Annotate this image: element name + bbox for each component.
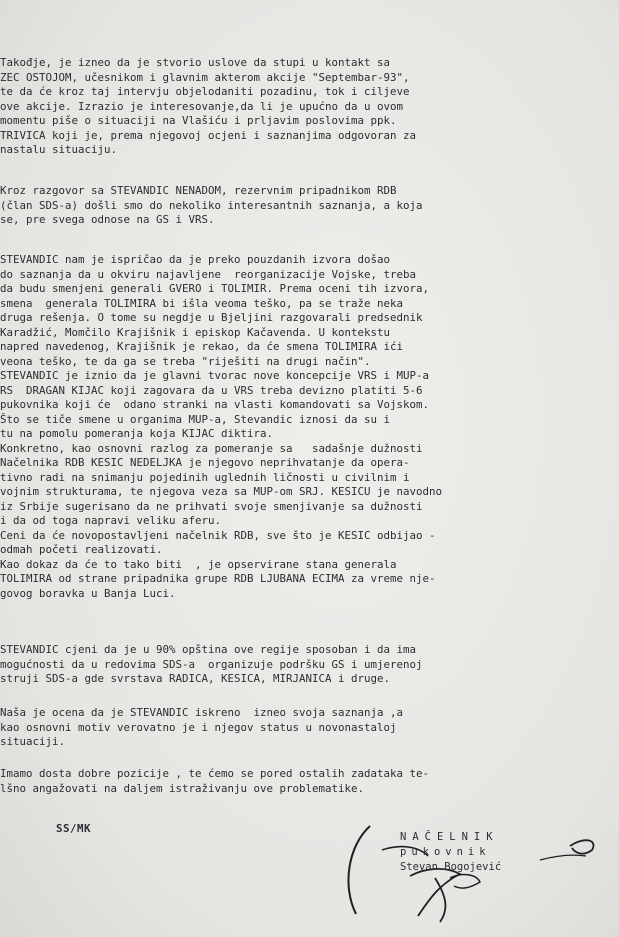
signature-name: Stevan Bogojević: [400, 861, 502, 873]
reference-initials: SS/MK: [56, 822, 92, 835]
signature-rank: pukovnik: [400, 846, 491, 858]
signature-block: [400, 830, 580, 875]
paragraph-conversation-stevandic: Kroz razgovor sa STEVANDIC NENADOM, rezervnim pripadnikom RDB (član SDS-a) došli smo do nekoliko interesantnih saznanja, a koja se, pre svega odnose na GS i VRS.: [0, 184, 423, 226]
paragraph-assessment: Naša je ocena da je STEVANDIC iskreno izneo svoja saznanja ,a kao osnovni motiv verovatno je i njegov status u novonastaloj situaciji.: [0, 706, 404, 748]
paragraph-contact-zec: Takođje, je izneo da je stvorio uslove da stupi u kontakt sa ZEC OSTOJOM, učesnikom i glavnim akterom akcije "Septembar-93", te da će kroz taj intervju objelodaniti pozadinu, tok i ciljeve ove akcije. Izrazio je interesovanje,da li je upućno da u ovom momentu piše o situaciji na Vlašiću i prljavim poslovima ppk. TRIVICA koji je, prema njegovoj ocjeni i saznanjima odgovoran za nastalu situaciju.: [0, 56, 417, 156]
paragraph-municipalities: STEVANDIC cjeni da je u 90% opština ove regije sposoban i da ima mogućnosti da u redovima SDS-a organizuje podršku GS i umjerenoj struji SDS-a gde svrstava RADICA, KESICA, MIRJANICA i druge.: [0, 643, 423, 685]
paragraph-reorganization: STEVANDIC nam je ispričao da je preko pouzdanih izvora došao do saznanja da u okviru najavljene reorganizacije Vojske, treba da budu smenjeni generali GVERO i TOLIMIR. Prema oceni tih izvora, smena generala TOLIMIRA bi išla veoma teško, pa se traže neka druga rešenja. O tome su negdje u Bjeljini razgovarali predsednik Karadžić, Momčilo Krajišnik i episkop Kačavenda. U kontekstu napred navedenog, Krajišnik je rekao, da će smena TOLIMIRA ići veona teško, te da ga se treba "riješiti na drugi način". STEVANDIC je iznio da je glavni tvorac nove koncepcije VRS i MUP-a RS DRAGAN KIJAC koji zagovara da u VRS treba devizno platiti 5-6 pukovnika koji će odano stranki na vlasti komandovati sa Vojskom. Što se tiče smene u organima MUP-a, Stevandic iznosi da su i tu na pomolu pomeranja koja KIJAC diktira. Konkretno, kao osnovni razlog za pomeranje sa sadašnje dužnosti Načelnika RDB KESIC NEDELJKA je njegovo neprihvatanje da opera- tivno radi na snimanju pojedinih uglednih ličnosti u civilnim i vojnim strukturama, te njegova veza sa MUP-om SRJ. KESICU je navodno iz Srbije sugerisano da ne prihvati svoje smenjivanje sa dužnosti i da od toga napravi veliku aferu. Ceni da će novopostavljeni načelnik RDB, sve što je KESIC odbijao - odmah početi realizovati. Kao dokaz da će to tako biti , je opservirane stana generala TOLIMIRA od strane pripadnika grupe RDB LJUBANA ECIMA za vreme nje- govog boravka u Banja Luci.: [0, 253, 443, 600]
signature-title: NAČELNIK: [400, 831, 499, 843]
paragraph-closing: Imamo dosta dobre pozicije , te ćemo se pored ostalih zadataka te- lšno angažovati na daljem istraživanju ove problematike.: [0, 767, 430, 795]
